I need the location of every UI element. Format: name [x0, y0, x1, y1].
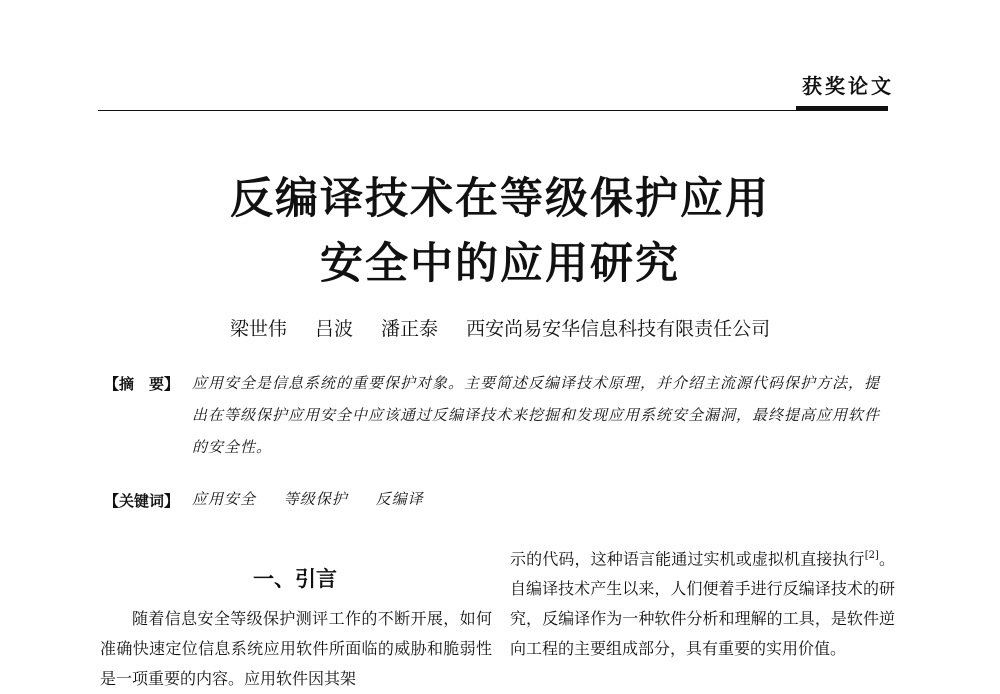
keyword: 反编译: [375, 490, 424, 508]
paper-title-line-2: 安全中的应用研究: [320, 239, 680, 289]
keywords-list: [192, 487, 692, 511]
paper-title-line-1: 反编译技术在等级保护应用: [230, 174, 770, 224]
author-name: 吕波: [314, 318, 353, 340]
abstract-text: 应用安全是信息系统的重要保护对象。主要简述反编译技术原理，并介绍主流源代码保护方法，提出在等级保护应用安全中应该通过反编译技术来挖掘和发现应用系统安全漏洞，最终提高应用软件的安全性。: [192, 374, 881, 456]
citation-ref: [2]: [864, 550, 879, 561]
body-left-column: [100, 604, 492, 694]
author-affiliation: 西安尚易安华信息科技有限责任公司: [466, 318, 771, 340]
author-line: [0, 320, 1000, 339]
author-name: 梁世伟: [229, 318, 287, 340]
section-tag: 获奖论文: [802, 74, 894, 98]
body-right-column: [510, 541, 895, 664]
header-rule: [98, 110, 888, 111]
header-rule-accent: [796, 106, 888, 111]
keyword: 应用安全: [192, 490, 257, 508]
abstract-label: 【摘 要】: [104, 375, 180, 393]
keyword: 等级保护: [283, 490, 348, 508]
author-name: 潘正泰: [381, 318, 439, 340]
section-heading-introduction: 一、引言: [253, 567, 337, 591]
body-paragraph: 随着信息安全等级保护测评工作的不断开展，如何准确快速定位信息系统应用软件所面临的威胁和脆弱性是一项重要的内容。应用软件因其架: [100, 609, 492, 688]
body-paragraph: 示的代码，这种语言能通过实机或虚拟机直接执行: [510, 549, 865, 569]
keywords-label: 【关键词】: [104, 492, 180, 510]
body-paragraph-continued: 。自编译技术产生以来，人们便着手进行反编译技术的研究，反编译作为一种软件分析和理解的工具，是软件逆向工程的主要组成部分，具有重要的实用价值。: [510, 549, 895, 659]
